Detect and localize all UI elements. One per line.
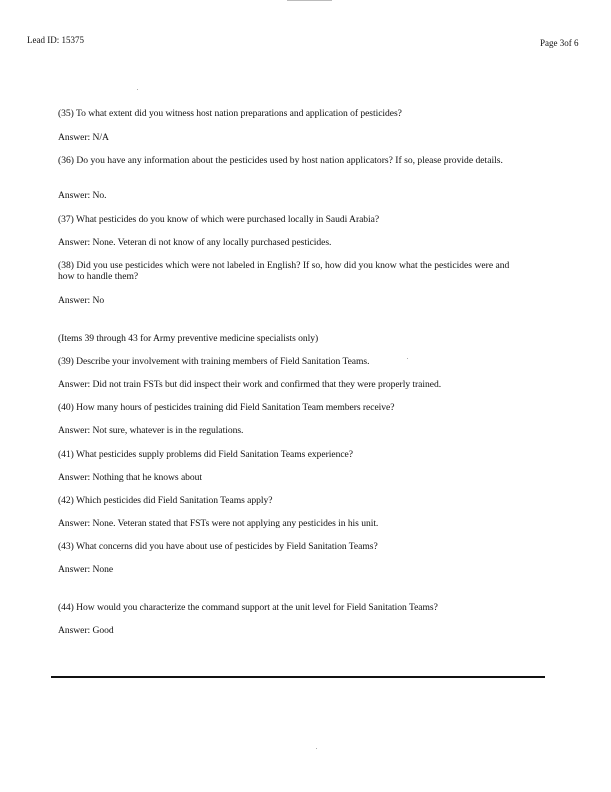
answer-41: Answer: Nothing that he knows about: [58, 472, 203, 483]
question-44: (44) How would you characterize the command support at the unit level for Field Sanitation Teams?: [58, 602, 438, 613]
question-43: (43) What concerns did you have about use of pesticides by Field Sanitation Teams?: [58, 541, 378, 552]
scan-speck: [407, 358, 408, 359]
page-number: Page 3of 6: [540, 38, 579, 48]
answer-43: Answer: None: [58, 564, 114, 575]
lead-id: Lead ID: 15375: [27, 35, 84, 45]
question-40: (40) How many hours of pesticides training did Field Sanitation Team members receive?: [58, 402, 395, 413]
question-36: (36) Do you have any information about the pesticides used by host nation applicators? If so, please provide details.: [58, 155, 503, 166]
question-38: (38) Did you use pesticides which were not labeled in English? If so, how did you know what the pesticides were and how to handle them?: [58, 260, 510, 282]
answer-37: Answer: None. Veteran di not know of any locally purchased pesticides.: [58, 237, 332, 248]
footer-rule: [51, 676, 545, 678]
scan-speck: [316, 748, 317, 749]
question-39: (39) Describe your involvement with training members of Field Sanitation Teams.: [58, 356, 370, 367]
question-37: (37) What pesticides do you know of which were purchased locally in Saudi Arabia?: [58, 214, 380, 225]
scan-artifact-mark: [287, 0, 332, 1]
answer-39: Answer: Did not train FSTs but did inspect their work and confirmed that they were properly trained.: [58, 379, 442, 390]
question-35: (35) To what extent did you witness host nation preparations and application of pesticides?: [58, 108, 402, 119]
answer-42: Answer: None. Veteran stated that FSTs were not applying any pesticides in his unit.: [58, 518, 379, 529]
answer-38: Answer: No: [58, 295, 105, 306]
section-note: (Items 39 through 43 for Army preventive medicine specialists only): [58, 333, 319, 344]
answer-36: Answer: No.: [58, 190, 107, 201]
question-42: (42) Which pesticides did Field Sanitation Teams apply?: [58, 495, 273, 506]
answer-44: Answer: Good: [58, 625, 114, 636]
answer-40: Answer: Not sure, whatever is in the regulations.: [58, 425, 244, 436]
question-41: (41) What pesticides supply problems did Field Sanitation Teams experience?: [58, 449, 353, 460]
scan-speck: [137, 89, 138, 90]
answer-35: Answer: N/A: [58, 132, 109, 143]
